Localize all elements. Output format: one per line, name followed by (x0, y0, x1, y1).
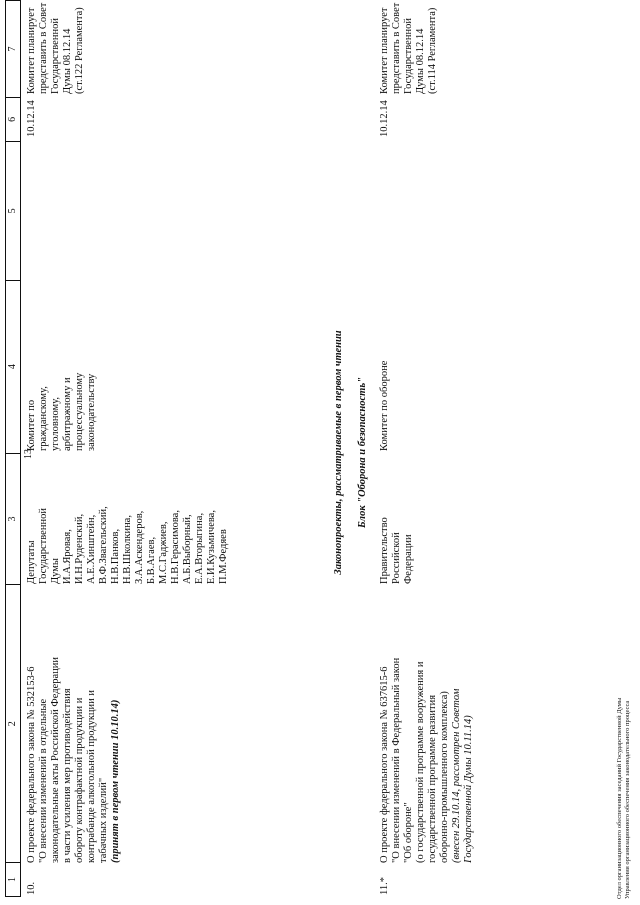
bill-status: (внесен 29.10.14, рассмотрен Советом Государственной Думы 10.11.14) (451, 688, 474, 863)
row-number: 10. (26, 881, 37, 895)
bill-author: Депутаты Государственной Думы И.А.Яровая, И.Н.Руденский, А.Е.Хинштейн, В.Ф.Звагельский, Н.В.Панков, Н.В.Школкина, З.А.Аскендеров, Б.В.Агаев, М.С.Гаджиев, Н.В.Герасимова, А.Б.Выборный, Е.А.Вторыгина, Е.И.Кузьмичева, П.М.Федяев (26, 506, 229, 584)
committee: Комитет по гражданскому, уголовному, арбитражному и процессуальному законодательству (26, 372, 97, 451)
col-header-7: 7 (6, 1, 21, 98)
note: Комитет планирует представить в Совет Государственной Думы 08.12.14 (ст.122 Регламента) (26, 2, 85, 94)
page-number: 13 (23, 449, 34, 459)
committee: Комитет по обороне (379, 360, 390, 451)
col-header-4: 4 (6, 280, 21, 453)
row-number: 11.* (379, 877, 390, 895)
column-header-row (5, 0, 21, 897)
bill-author: Правительство Российской Федерации (379, 517, 414, 584)
col-header-1: 1 (6, 863, 21, 897)
footer: Отдел организационного обеспечения заседаний Государственной Думы Управления организационного обеспечения законодательного процесса (616, 697, 631, 899)
col-header-2: 2 (6, 585, 21, 863)
bill-description: О проекте федерального закона № 532153-6 "О внесении изменений в отдельные законодательные акты Российской Федерации в части усиления мер противодействия обороту контрафактной продукции и контрабанде алкогольной продукции и табачных изделий" (принят в первом чтении 10.10.14) (26, 656, 121, 863)
bill-status: (принят в первом чтении 10.10.14) (110, 699, 121, 863)
bill-description: О проекте федерального закона № 637615-6 "О внесении изменений в Федеральный закон "Об обороне" (о государственной программе вооружения и государственной программе развития оборонно-промышленного комплекса) (внесен 29.10.14, рассмотрен Советом Государственной Думы 10.11.14) (379, 657, 474, 863)
date: 10.12.14 (379, 100, 390, 137)
col-header-5: 5 (6, 141, 21, 280)
col-header-6: 6 (6, 97, 21, 141)
note: Комитет планирует представить в Совет Государственной Думы 08.12.14 (ст.114 Регламента) (379, 2, 438, 94)
date: 10.12.14 (26, 100, 37, 137)
col-header-3: 3 (6, 453, 21, 585)
block-title: Блок "Оборона и безопасность" (357, 377, 368, 528)
section-title: Законопроекты, рассматриваемые в первом чтении (333, 330, 344, 575)
